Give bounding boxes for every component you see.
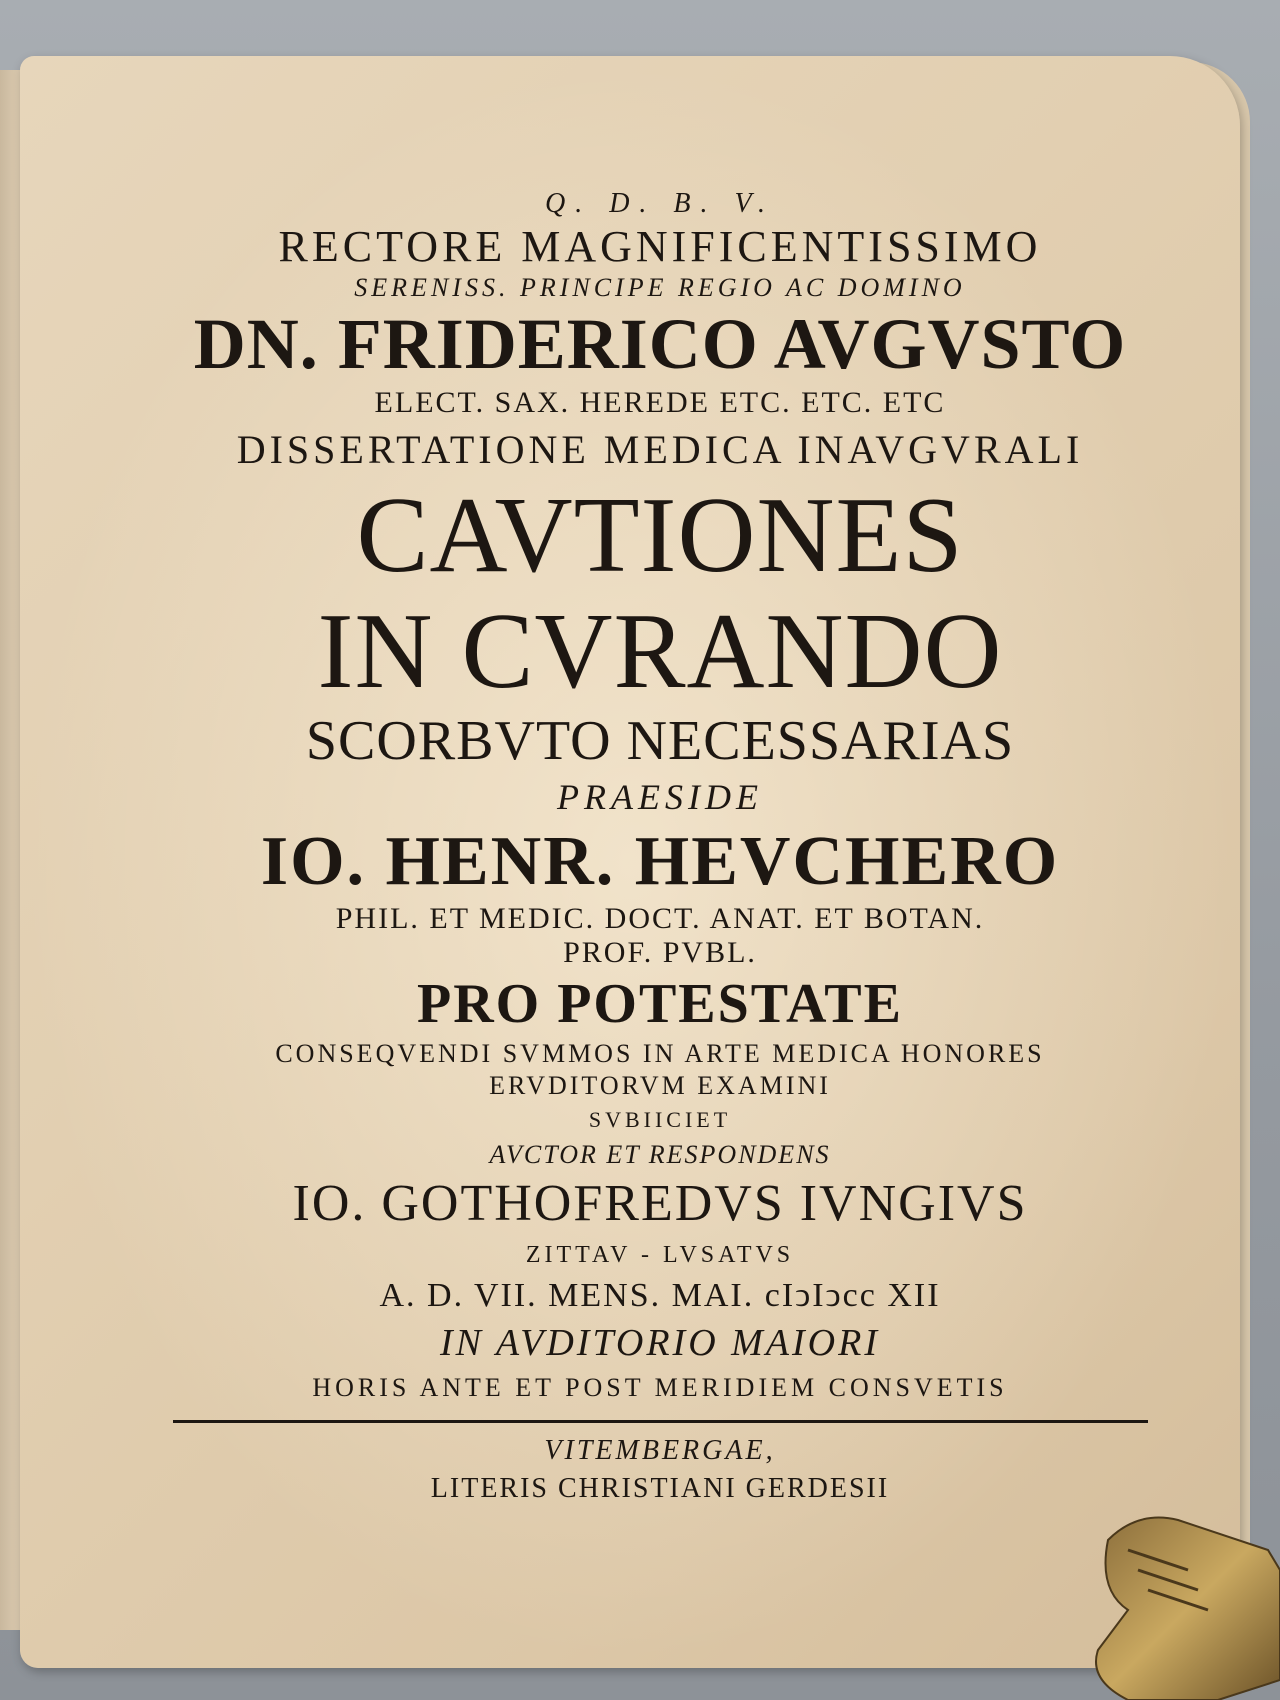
origin-line: ZITTAV - LVSATVS xyxy=(525,1242,795,1268)
eruditorum-line: ERVDITORVM EXAMINI xyxy=(489,1071,831,1100)
rector-line: RECTORE MAGNIFICENTISSIMO xyxy=(278,222,1042,271)
elect-line: ELECT. SAX. HEREDE ETC. ETC. ETC xyxy=(374,386,946,419)
main-title-scorbuto: SCORBVTO NECESSARIAS xyxy=(305,710,1015,772)
divider-rule xyxy=(173,1420,1148,1423)
praeses-name: IO. HENR. HEVCHERO xyxy=(260,823,1060,900)
praeses-title: PHIL. ET MEDIC. DOCT. ANAT. ET BOTAN. xyxy=(335,902,985,935)
auditorio-line: IN AVDITORIO MAIORI xyxy=(440,1322,880,1364)
rector-name: DN. FRIDERICO AVGVSTO xyxy=(193,304,1127,384)
auctor-line: AVCTOR ET RESPONDENS xyxy=(489,1140,831,1169)
title-page xyxy=(20,56,1240,1668)
subiiciet-line: SVBIICIET xyxy=(588,1107,732,1132)
consequendi-line: CONSEQVENDI SVMMOS IN ARTE MEDICA HONORES xyxy=(275,1039,1045,1068)
sereniss-line: SERENISS. PRINCIPE REGIO AC DOMINO xyxy=(354,273,966,302)
praeside-label: PRAESIDE xyxy=(557,777,763,817)
main-title-in-curando: IN CVRANDO xyxy=(317,592,1003,711)
respondens-name: IO. GOTHOFREDVS IVNGIVS xyxy=(292,1175,1028,1232)
horis-line: HORIS ANTE ET POST MERIDIEM CONSVETIS xyxy=(312,1373,1008,1402)
imprint-printer: LITERIS CHRISTIANI GERDESII xyxy=(430,1473,890,1504)
dissertation-line: DISSERTATIONE MEDICA INAVGVRALI xyxy=(236,427,1084,472)
brass-hand-weight xyxy=(1068,1480,1280,1700)
date-line: A. D. VII. MENS. MAI. cIↄIↄcc XII xyxy=(379,1277,941,1314)
title-page-text xyxy=(100,186,1220,1509)
qdbv-heading: Q. D. B. V. xyxy=(544,188,776,219)
pro-potestate: PRO POTESTATE xyxy=(416,973,903,1035)
praeses-prof: PROF. PVBL. xyxy=(563,936,757,969)
imprint-place: VITEMBERGAE, xyxy=(544,1435,776,1466)
main-title-cautiones: CAVTIONES xyxy=(356,476,964,595)
